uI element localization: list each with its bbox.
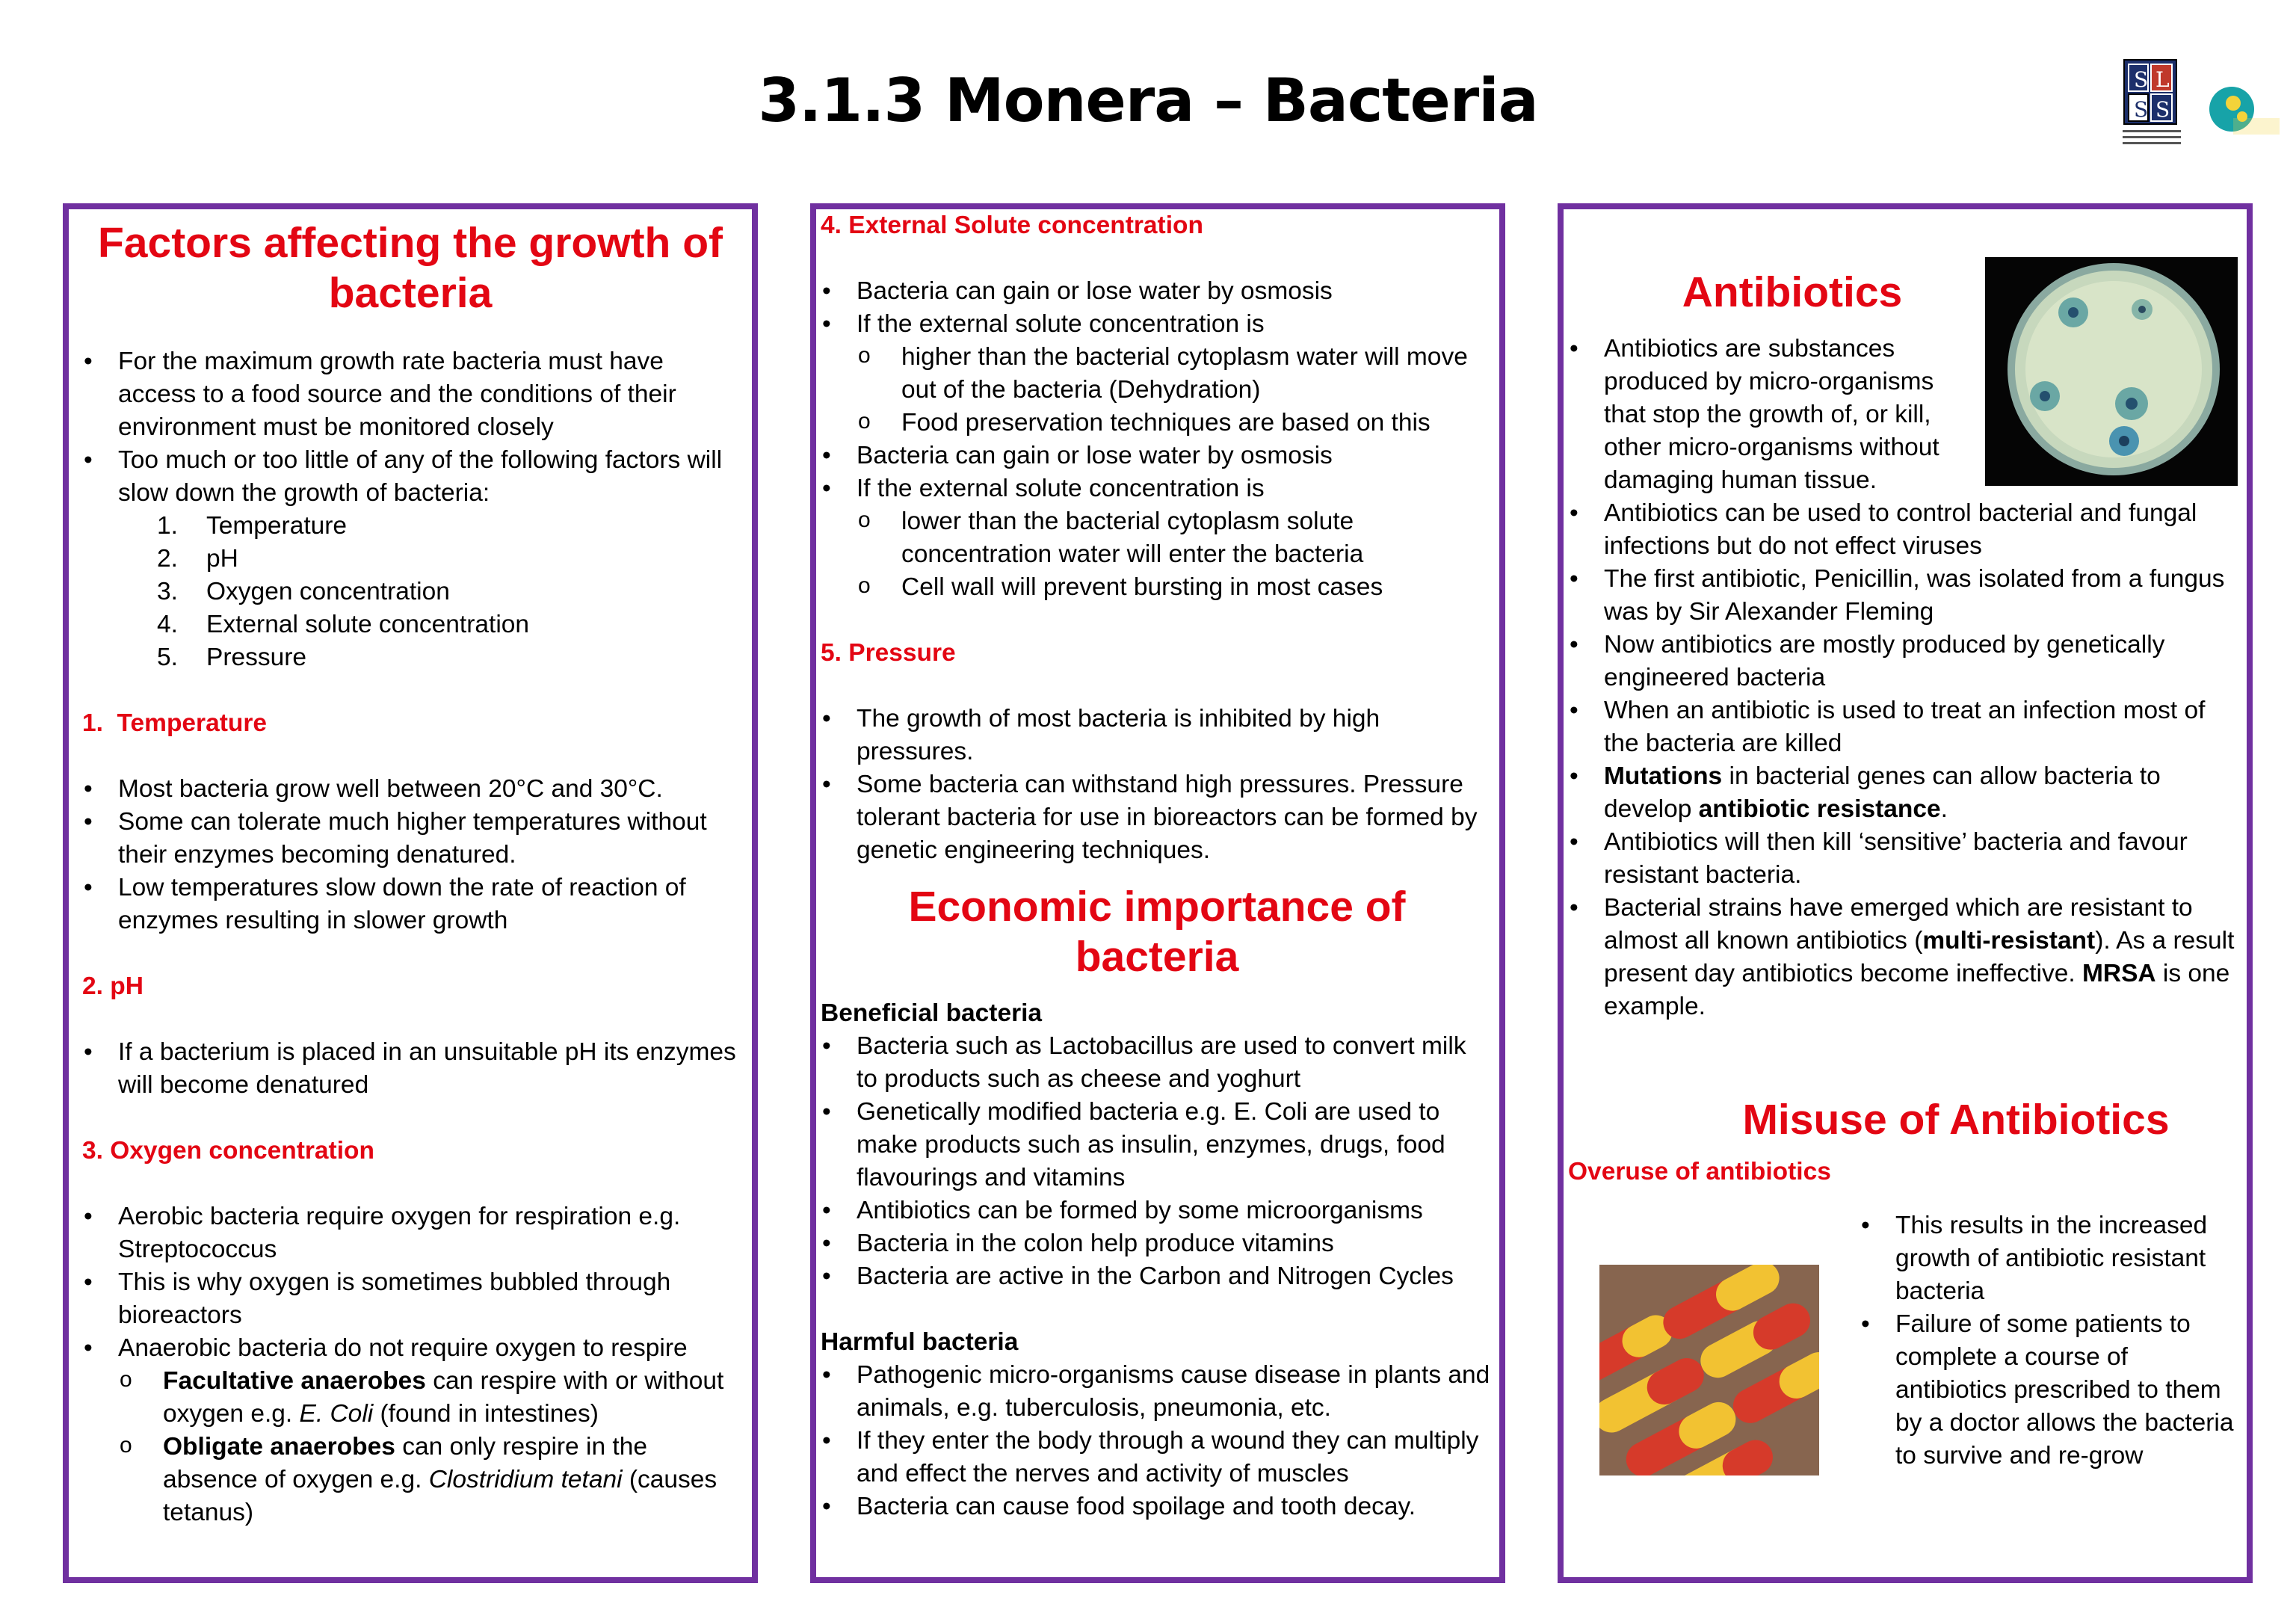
list-item: • Bacterial strains have emerged which are resistant to almost all known antibiotics (multi-resistant). As a result present day antibiotics become ineffective. MRSA is one example. [1568,892,2239,1023]
list-item: • Pathogenic micro-organisms cause disease in plants and animals, e.g. tuberculosis, pneumonia, etc. [821,1359,1493,1425]
list-item: o Facultative anaerobes can respire with or without oxygen e.g. E. Coli (found in intestines) [73,1365,738,1431]
svg-text:L: L [2155,67,2170,92]
list-item: • Bacteria such as Lactobacillus are used to convert milk to products such as cheese and yoghurt [821,1030,1493,1096]
panel-antibiotics [1558,203,2253,1583]
factors-list [82,510,738,674]
ph-heading: 2. pH [82,972,144,1000]
oxygen-heading: 3. Oxygen concentration [82,1137,374,1165]
list-item: o lower than the bacterial cytoplasm solute concentration water will enter the bacteria [812,505,1493,571]
logo-group [2121,58,2293,163]
pressure-list [821,703,1493,867]
page-title: 3.1.3 Monera – Bacteria [758,66,1538,135]
solute-list-2 [821,440,1493,505]
ph-list [82,1036,738,1102]
anaerobe-list [73,1365,738,1529]
list-item: • Aerobic bacteria require oxygen for respiration e.g. Streptococcus [82,1200,738,1266]
list-item: • Antibiotics can be used to control bacterial and fungal infections but do not effect viruses [1568,497,2239,563]
panel-growth-factors [63,203,758,1583]
svg-text:S: S [2155,97,2170,122]
beneficial-heading: Beneficial bacteria [821,999,1043,1027]
list-item: • Some can tolerate much higher temperatures without their enzymes becoming denatured. [82,806,738,872]
list-item: • Too much or too little of any of the following factors will slow down the growth of bacteria: [82,444,738,510]
list-item: o Obligate anaerobes can only respire in the absence of oxygen e.g. Clostridium tetani (causes tetanus) [73,1431,738,1529]
harmful-heading: Harmful bacteria [821,1328,1019,1356]
solute-sublist-2 [812,505,1493,604]
list-item: 5. Pressure [157,644,307,671]
economic-heading: Economic importance of bacteria [908,883,1406,981]
petri-dish-photo [1985,257,2238,486]
list-item: • Bacteria can cause food spoilage and tooth decay. [821,1490,1493,1523]
svg-text:S: S [2134,67,2149,92]
biology-logo [2209,87,2280,135]
list-item: • Anaerobic bacteria do not require oxygen to respire [82,1332,738,1365]
antibiotics-heading: Antibiotics [1682,268,1903,316]
temperature-list [82,773,738,937]
list-item: • Most bacteria grow well between 20°C and 30°C. [82,773,738,806]
list-item: • When an antibiotic is used to treat an infection most of the bacteria are killed [1568,694,2239,760]
list-item: • Now antibiotics are mostly produced by genetically engineered bacteria [1568,629,2239,694]
list-item: • Low temperatures slow down the rate of reaction of enzymes resulting in slower growth [82,872,738,937]
list-item: 1. Temperature [157,512,348,540]
solute-list [821,275,1493,341]
pressure-heading: 5. Pressure [821,639,956,667]
solute-heading: 4. External Solute concentration [821,212,1203,239]
list-item: • Antibiotics are substances produced by micro-organisms that stop the growth of, or kill, other micro-organisms without damaging human tissue. [1568,333,2239,497]
overuse-list [1860,1209,2239,1473]
antibiotic-capsules-photo [1599,1265,1819,1475]
list-item: • If they enter the body through a wound they can multiply and effect the nerves and activity of muscles [821,1425,1493,1490]
temperature-heading: 1. Temperature [82,709,267,737]
list-item: • Bacteria in the colon help produce vitamins [821,1227,1493,1260]
list-item: • Failure of some patients to complete a course of antibiotics prescribed to them by a doctor allows the bacteria to survive and re-grow [1860,1308,2239,1473]
list-item: • If the external solute concentration is [821,308,1493,341]
panel-solute-pressure-economics [810,203,1505,1583]
list-item: • Bacteria can gain or lose water by osmosis [821,440,1493,472]
heading-growth-factors: Factors affecting the growth of bacteria [97,219,723,317]
intro-list [82,345,738,510]
list-item: • This is why oxygen is sometimes bubbled through bioreactors [82,1266,738,1332]
svg-text:S: S [2134,97,2149,122]
list-item: o Food preservation techniques are based on this [812,407,1493,440]
list-item: • Mutations in bacterial genes can allow bacteria to develop antibiotic resistance. [1568,760,2239,826]
list-item: • Antibiotics can be formed by some microorganisms [821,1194,1493,1227]
list-item: 2. pH [157,545,238,573]
list-item: 4. External solute concentration [157,611,530,638]
list-item: 3. Oxygen concentration [157,578,450,605]
list-item: • Bacteria can gain or lose water by osmosis [821,275,1493,308]
list-item: • If a bacterium is placed in an unsuitable pH its enzymes will become denatured [82,1036,738,1102]
list-item: • Genetically modified bacteria e.g. E. Coli are used to make products such as insulin, enzymes, drugs, food flavourings and vitamins [821,1096,1493,1194]
beneficial-list [821,1030,1493,1293]
solute-sublist [812,341,1493,440]
list-item: o Cell wall will prevent bursting in most cases [812,571,1493,604]
list-item: • If the external solute concentration is [821,472,1493,505]
list-item: • The growth of most bacteria is inhibited by high pressures. [821,703,1493,768]
oxygen-list [82,1200,738,1365]
list-item: • For the maximum growth rate bacteria must have access to a food source and the conditions of their environment must be monitored closely [82,345,738,444]
list-item: • Antibiotics will then kill ‘sensitive’ bacteria and favour resistant bacteria. [1568,826,2239,892]
misuse-heading: Misuse of Antibiotics [1742,1096,2170,1144]
harmful-list [821,1359,1493,1523]
list-item: • This results in the increased growth of antibiotic resistant bacteria [1860,1209,2239,1308]
list-item: o higher than the bacterial cytoplasm water will move out of the bacteria (Dehydration) [812,341,1493,407]
list-item: • The first antibiotic, Penicillin, was isolated from a fungus was by Sir Alexander Fleming [1568,563,2239,629]
list-item: • Bacteria are active in the Carbon and Nitrogen Cycles [821,1260,1493,1293]
overuse-heading: Overuse of antibiotics [1568,1158,1831,1185]
slss-logo [2123,60,2181,144]
list-item: • Some bacteria can withstand high pressures. Pressure tolerant bacteria for use in bioreactors can be formed by genetic engineering techniques. [821,768,1493,867]
